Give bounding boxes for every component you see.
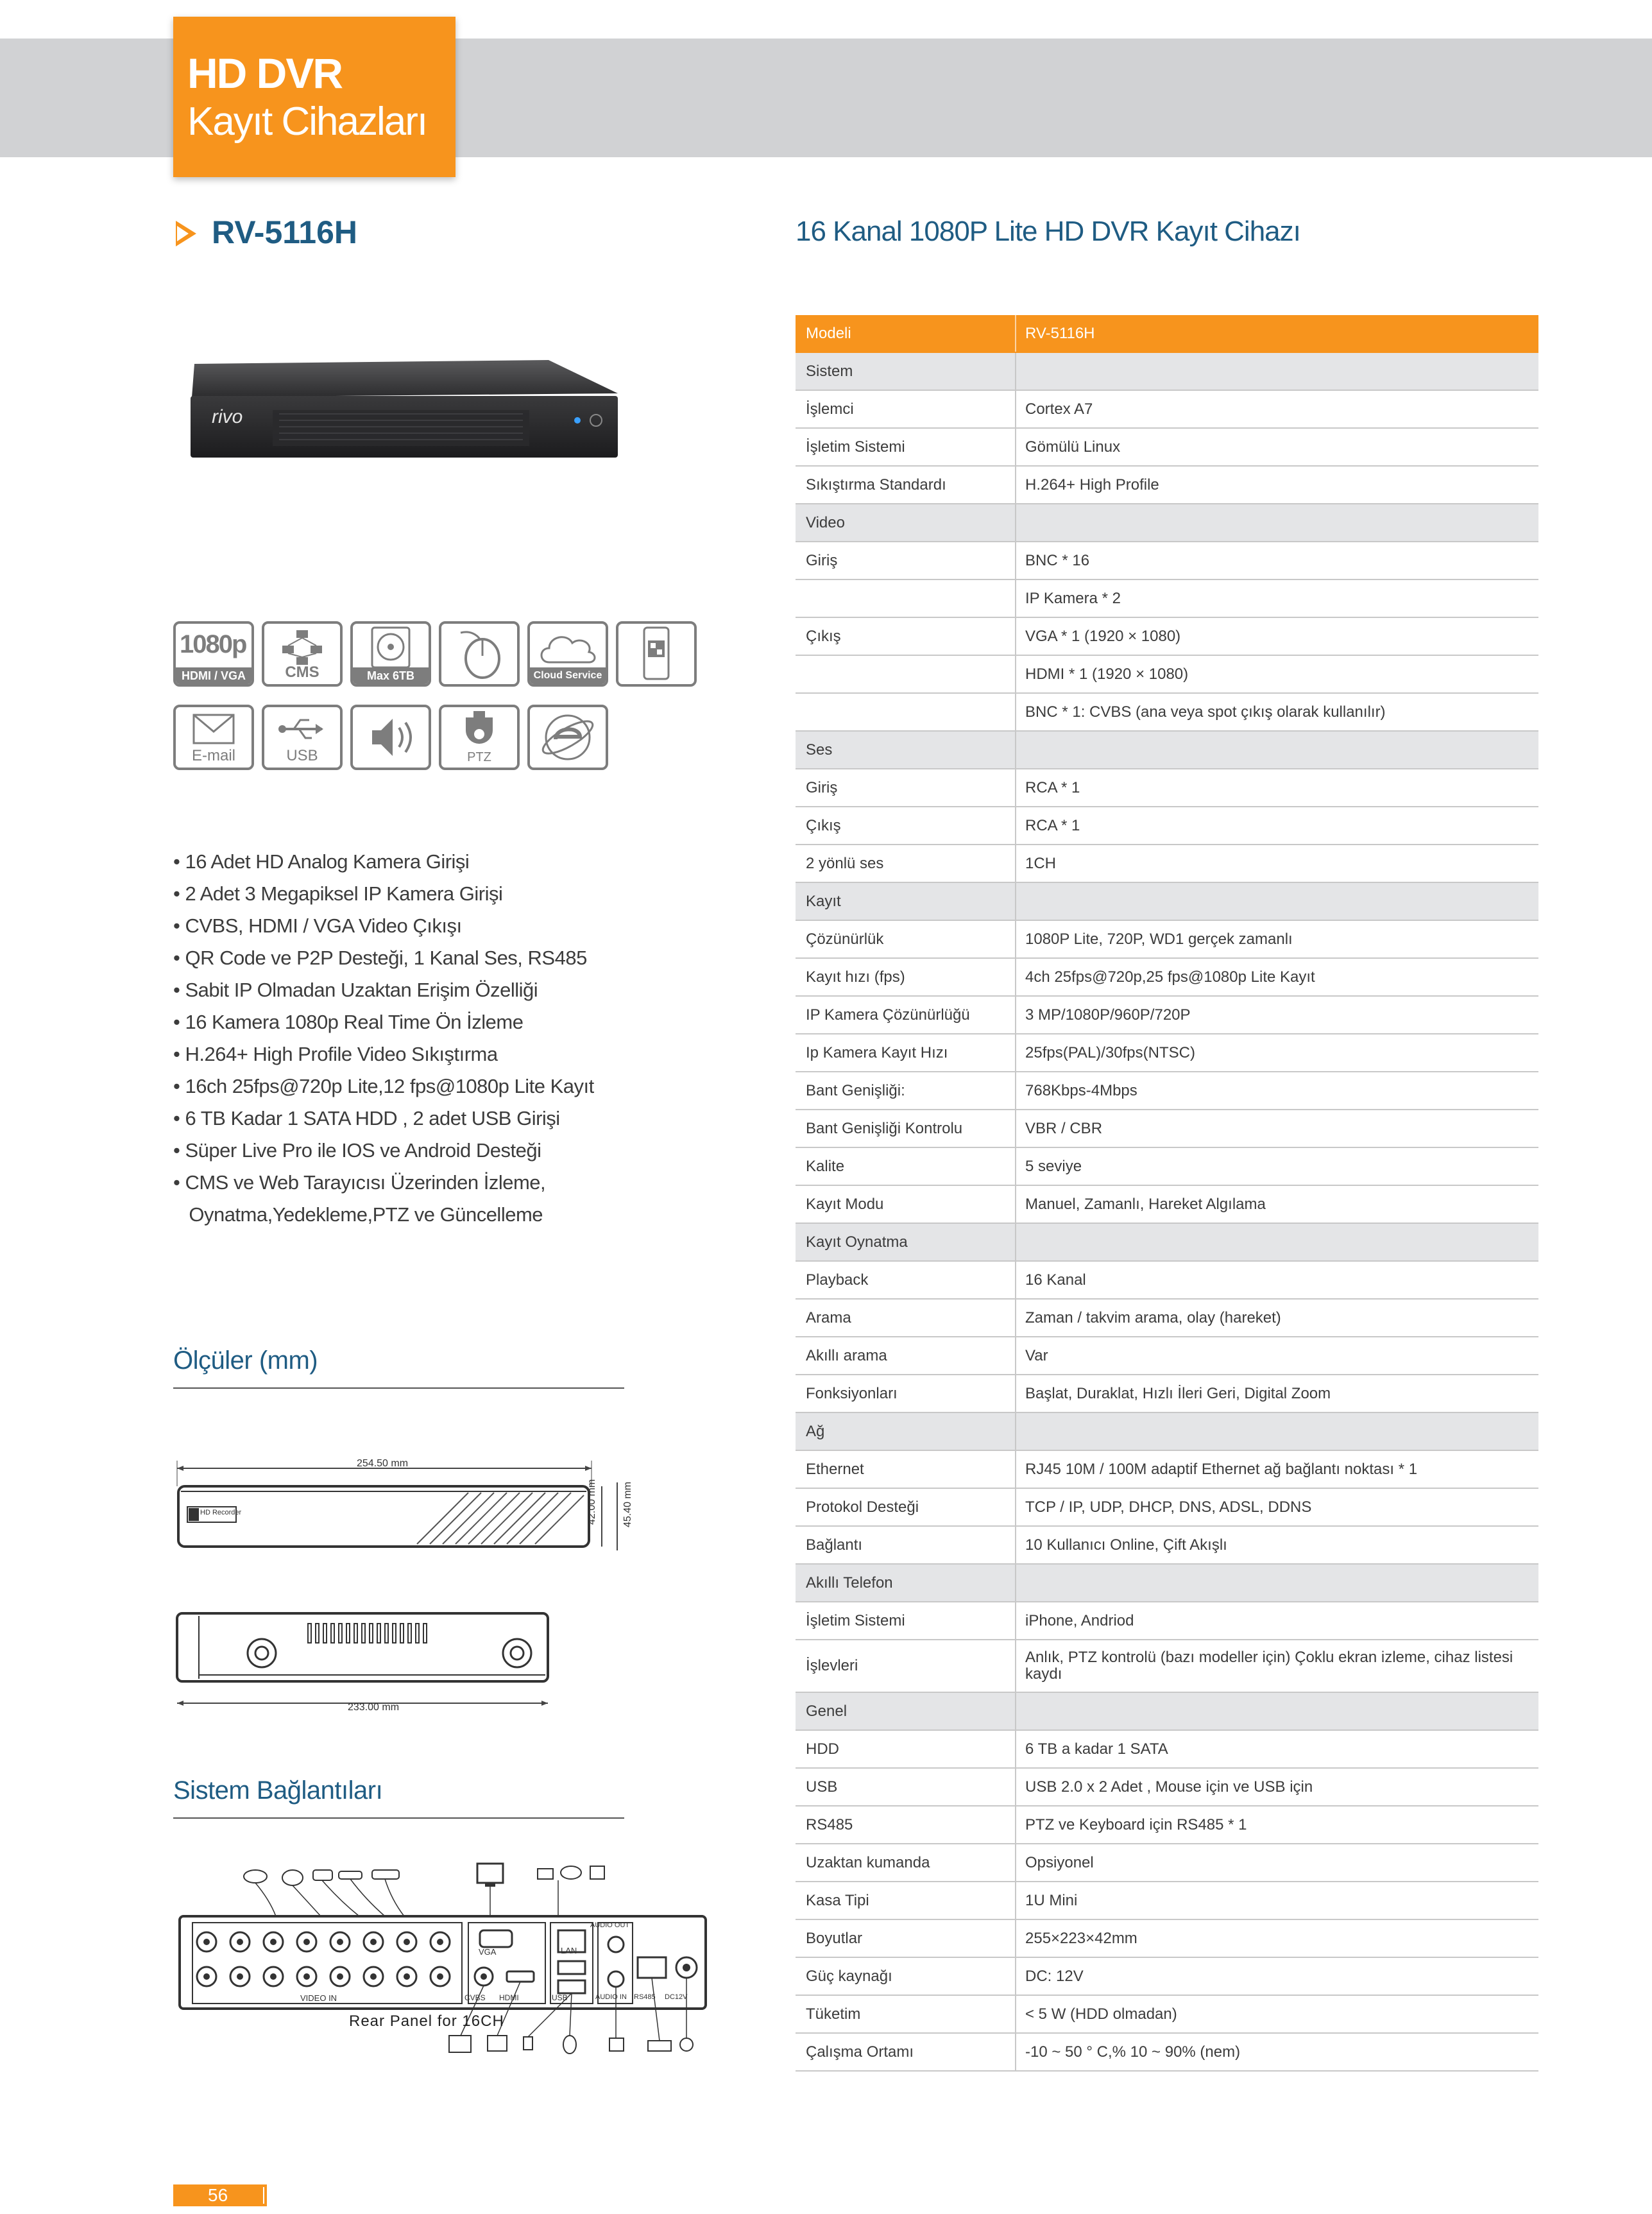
spec-row bbox=[796, 467, 1538, 504]
spec-key: Bant Genişliği Kontrolu bbox=[806, 1120, 963, 1137]
dimension-height-label: 42.00 mm bbox=[586, 1479, 597, 1525]
spec-divider bbox=[1015, 694, 1016, 730]
spec-row bbox=[796, 1920, 1538, 1958]
spec-key: Bağlantı bbox=[806, 1536, 863, 1554]
spec-value: PTZ ve Keyboard için RS485 * 1 bbox=[1025, 1816, 1247, 1833]
mouse-icon bbox=[439, 621, 520, 687]
spec-divider bbox=[1015, 1640, 1016, 1692]
spec-key: Çıkış bbox=[806, 817, 841, 834]
spec-row bbox=[796, 1300, 1538, 1337]
spec-divider bbox=[1015, 1186, 1016, 1223]
label-audio-in: AUDIO IN bbox=[595, 1993, 627, 2001]
spec-key: Çözünürlük bbox=[806, 931, 884, 948]
spec-value: 3 MP/1080P/960P/720P bbox=[1025, 1006, 1191, 1024]
spec-divider bbox=[1015, 429, 1016, 465]
spec-key: HDD bbox=[806, 1740, 839, 1758]
spec-value: 5 seviye bbox=[1025, 1158, 1082, 1175]
spec-divider bbox=[1015, 1072, 1016, 1109]
spec-category-row bbox=[796, 883, 1538, 921]
icon-text: 1080p bbox=[180, 630, 246, 658]
spec-key: İşletim Sistemi bbox=[806, 438, 905, 456]
spec-row bbox=[796, 1769, 1538, 1806]
spec-value: 10 Kullanıcı Online, Çift Akışlı bbox=[1025, 1536, 1227, 1554]
spec-row bbox=[796, 1882, 1538, 1920]
spec-value: 16 Kanal bbox=[1025, 1271, 1086, 1289]
spec-key: Ağ bbox=[806, 1423, 825, 1440]
spec-divider bbox=[1015, 1489, 1016, 1525]
spec-key: Genel bbox=[806, 1703, 847, 1720]
feature-item: • CVBS, HDMI / VGA Video Çıkışı bbox=[173, 914, 462, 937]
cloud-icon bbox=[527, 621, 608, 687]
spec-key: RS485 bbox=[806, 1816, 853, 1833]
model-name: RV-5116H bbox=[212, 214, 358, 250]
dimensions-rule bbox=[173, 1387, 624, 1389]
spec-key: Kalite bbox=[806, 1158, 845, 1175]
spec-value: 768Kbps-4Mbps bbox=[1025, 1082, 1137, 1099]
spec-value: 1080P Lite, 720P, WD1 gerçek zamanlı bbox=[1025, 931, 1293, 948]
1080p-icon bbox=[173, 621, 254, 687]
spec-value: TCP / IP, UDP, DHCP, DNS, ADSL, DDNS bbox=[1025, 1498, 1312, 1516]
spec-divider bbox=[1015, 1034, 1016, 1071]
spec-category-row bbox=[796, 1413, 1538, 1451]
spec-divider bbox=[1015, 1769, 1016, 1805]
dimension-height-total-label: 45.40 mm bbox=[622, 1481, 633, 1527]
spec-category-row bbox=[796, 353, 1538, 391]
spec-key: Kayıt Oynatma bbox=[806, 1233, 908, 1251]
feature-item: • 16 Adet HD Analog Kamera Girişi bbox=[173, 850, 470, 873]
spec-divider bbox=[1015, 1882, 1016, 1919]
usb-icon bbox=[262, 705, 343, 770]
spec-value: BNC * 16 bbox=[1025, 552, 1090, 569]
spec-divider bbox=[1015, 1413, 1016, 1450]
feature-icons bbox=[173, 621, 706, 770]
spec-key: Kayıt hızı (fps) bbox=[806, 968, 905, 986]
icon-label: Max 6TB bbox=[353, 667, 429, 684]
spec-row bbox=[796, 921, 1538, 959]
ie-icon bbox=[527, 705, 608, 770]
icon-label: HDMI / VGA bbox=[176, 667, 251, 684]
label-video-in: VIDEO IN bbox=[300, 1993, 337, 2003]
spec-divider bbox=[1015, 1148, 1016, 1185]
spec-value: 25fps(PAL)/30fps(NTSC) bbox=[1025, 1044, 1195, 1061]
email-icon bbox=[173, 705, 254, 770]
spec-value: 6 TB a kadar 1 SATA bbox=[1025, 1740, 1168, 1758]
spec-row bbox=[796, 656, 1538, 694]
spec-key: Akıllı arama bbox=[806, 1347, 887, 1364]
feature-item: • 16ch 25fps@720p Lite,12 fps@1080p Lite Kayıt bbox=[173, 1075, 594, 1097]
rear-panel-diagram bbox=[173, 1855, 712, 2066]
icon-label: PTZ bbox=[467, 750, 491, 764]
spec-divider bbox=[1015, 883, 1016, 920]
qr-phone-icon bbox=[616, 621, 697, 687]
spec-row bbox=[796, 1337, 1538, 1375]
spec-divider bbox=[1015, 656, 1016, 692]
spec-key: Çalışma Ortamı bbox=[806, 2043, 914, 2061]
spec-value: RCA * 1 bbox=[1025, 817, 1080, 834]
spec-key: Video bbox=[806, 514, 845, 531]
spec-key: Kayıt bbox=[806, 893, 841, 910]
connections-heading: Sistem Bağlantıları bbox=[173, 1776, 383, 1805]
spec-value: Cortex A7 bbox=[1025, 400, 1093, 418]
spec-key: İşletim Sistemi bbox=[806, 1612, 905, 1629]
spec-key: Tüketim bbox=[806, 2005, 861, 2023]
spec-divider bbox=[1015, 807, 1016, 844]
dimension-depth-label: 233.00 mm bbox=[348, 1702, 400, 1713]
connections-rule bbox=[173, 1817, 624, 1819]
spec-row bbox=[796, 807, 1538, 845]
spec-divider bbox=[1015, 769, 1016, 806]
rear-panel-caption: Rear Panel for 16CH bbox=[349, 2012, 504, 2030]
label-usb: USB bbox=[552, 1993, 568, 2002]
product-title: 16 Kanal 1080P Lite HD DVR Kayıt Cihazı bbox=[796, 216, 1300, 247]
spec-divider bbox=[1015, 504, 1016, 541]
feature-list bbox=[173, 846, 594, 1231]
spec-row bbox=[796, 391, 1538, 429]
label-dc12v: DC12V bbox=[665, 1993, 688, 2001]
spec-row bbox=[796, 694, 1538, 732]
spec-key: İşlevleri bbox=[806, 1657, 858, 1674]
feature-item: • Süper Live Pro ile IOS ve Android Desteği bbox=[173, 1139, 541, 1162]
spec-key: Ethernet bbox=[806, 1461, 864, 1478]
spec-key: Akıllı Telefon bbox=[806, 1574, 893, 1592]
spec-key: Çıkış bbox=[806, 628, 841, 645]
spec-key: IP Kamera Çözünürlüğü bbox=[806, 1006, 970, 1024]
spec-value: HDMI * 1 (1920 × 1080) bbox=[1025, 665, 1189, 683]
spec-row bbox=[796, 1262, 1538, 1300]
spec-row bbox=[796, 1602, 1538, 1640]
spec-divider bbox=[1015, 2034, 1016, 2070]
spec-value: H.264+ High Profile bbox=[1025, 476, 1159, 493]
dimensions-heading: Ölçüler (mm) bbox=[173, 1346, 318, 1375]
spec-divider bbox=[1015, 732, 1016, 768]
spec-divider bbox=[1015, 542, 1016, 579]
spec-divider bbox=[1015, 1920, 1016, 1957]
spec-divider bbox=[1015, 1693, 1016, 1729]
spec-divider bbox=[1015, 1337, 1016, 1374]
spec-divider bbox=[1015, 1527, 1016, 1563]
spec-value: Başlat, Duraklat, Hızlı İleri Geri, Digital Zoom bbox=[1025, 1385, 1331, 1402]
spec-value: RV-5116H bbox=[1025, 325, 1095, 342]
spec-row bbox=[796, 315, 1538, 353]
spec-value: USB 2.0 x 2 Adet , Mouse için ve USB için bbox=[1025, 1778, 1313, 1796]
spec-value: DC: 12V bbox=[1025, 1968, 1084, 1985]
spec-divider bbox=[1015, 1602, 1016, 1639]
spec-key: Bant Genişliği: bbox=[806, 1082, 905, 1099]
ptz-icon bbox=[439, 705, 520, 770]
spec-row bbox=[796, 1034, 1538, 1072]
spec-row bbox=[796, 1110, 1538, 1148]
section-subtitle: Kayıt Cihazları bbox=[187, 99, 427, 144]
icon-label: USB bbox=[286, 747, 318, 764]
spec-row bbox=[796, 618, 1538, 656]
spec-row bbox=[796, 1186, 1538, 1224]
spec-row bbox=[796, 1806, 1538, 1844]
spec-value: IP Kamera * 2 bbox=[1025, 590, 1121, 607]
spec-value: VGA * 1 (1920 × 1080) bbox=[1025, 628, 1181, 645]
spec-value: Zaman / takvim arama, olay (hareket) bbox=[1025, 1309, 1281, 1326]
spec-row bbox=[796, 1731, 1538, 1769]
spec-key: Ip Kamera Kayıt Hızı bbox=[806, 1044, 948, 1061]
spec-divider bbox=[1015, 1996, 1016, 2032]
spec-row bbox=[796, 1148, 1538, 1186]
spec-key: Protokol Desteği bbox=[806, 1498, 919, 1516]
page-number: 56 bbox=[173, 2184, 267, 2206]
feature-item: • 16 Kamera 1080p Real Time Ön İzleme bbox=[173, 1011, 524, 1033]
feature-item: • Sabit IP Olmadan Uzaktan Erişim Özelliği bbox=[173, 979, 538, 1001]
spec-value: 1U Mini bbox=[1025, 1892, 1078, 1909]
spec-row bbox=[796, 1844, 1538, 1882]
icon-label: Cloud Service bbox=[530, 667, 606, 684]
spec-divider bbox=[1015, 997, 1016, 1033]
feature-item: • CMS ve Web Tarayıcısı Üzerinden İzleme, bbox=[173, 1171, 546, 1194]
spec-key: Kasa Tipi bbox=[806, 1892, 869, 1909]
spec-table bbox=[796, 315, 1538, 2072]
spec-key: İşlemci bbox=[806, 400, 854, 418]
spec-row bbox=[796, 580, 1538, 618]
spec-category-row bbox=[796, 1693, 1538, 1731]
label-rs485: RS485 bbox=[634, 1993, 656, 2001]
spec-category-row bbox=[796, 1565, 1538, 1602]
spec-divider bbox=[1015, 1731, 1016, 1767]
play-arrow-icon bbox=[176, 221, 196, 246]
spec-divider bbox=[1015, 921, 1016, 957]
label-vga: VGA bbox=[479, 1947, 497, 1957]
spec-divider bbox=[1015, 1451, 1016, 1488]
feature-item: Oynatma,Yedekleme,PTZ ve Güncelleme bbox=[173, 1203, 543, 1226]
spec-value: VBR / CBR bbox=[1025, 1120, 1103, 1137]
feature-item: • H.264+ High Profile Video Sıkıştırma bbox=[173, 1043, 498, 1065]
spec-value: 4ch 25fps@720p,25 fps@1080p Lite Kayıt bbox=[1025, 968, 1315, 986]
spec-key: Arama bbox=[806, 1309, 851, 1326]
spec-value: 255×223×42mm bbox=[1025, 1930, 1137, 1947]
device-brand: rivo bbox=[212, 406, 243, 427]
spec-category-row bbox=[796, 1224, 1538, 1262]
feature-item: • 6 TB Kadar 1 SATA HDD , 2 adet USB Girişi bbox=[173, 1107, 560, 1129]
spec-key: Playback bbox=[806, 1271, 869, 1289]
spec-divider bbox=[1015, 1844, 1016, 1881]
spec-row bbox=[796, 2034, 1538, 2072]
spec-row bbox=[796, 429, 1538, 467]
spec-divider bbox=[1015, 618, 1016, 655]
dimension-width-label: 254.50 mm bbox=[357, 1458, 409, 1469]
spec-value: Opsiyonel bbox=[1025, 1854, 1094, 1871]
spec-row bbox=[796, 1527, 1538, 1565]
spec-key: Sıkıştırma Standardı bbox=[806, 476, 946, 493]
spec-row bbox=[796, 1996, 1538, 2034]
icon-label: CMS bbox=[285, 664, 319, 681]
spec-key: Uzaktan kumanda bbox=[806, 1854, 930, 1871]
spec-row bbox=[796, 1640, 1538, 1693]
spec-row bbox=[796, 769, 1538, 807]
spec-key: Fonksiyonları bbox=[806, 1385, 898, 1402]
spec-category-row bbox=[796, 504, 1538, 542]
spec-divider bbox=[1015, 1375, 1016, 1412]
feature-item: • 2 Adet 3 Megapiksel IP Kamera Girişi bbox=[173, 882, 503, 905]
spec-value: < 5 W (HDD olmadan) bbox=[1025, 2005, 1177, 2023]
speaker-icon bbox=[350, 705, 431, 770]
spec-key: Giriş bbox=[806, 552, 838, 569]
cms-icon bbox=[262, 621, 343, 687]
spec-value: Anlık, PTZ kontrolü (bazı modeller için) Çoklu ekran izleme, cihaz listesi kaydı bbox=[1025, 1649, 1513, 1683]
hdd-icon bbox=[350, 621, 431, 687]
spec-row bbox=[796, 959, 1538, 997]
dvr-device-image bbox=[189, 356, 619, 462]
spec-divider bbox=[1015, 1958, 1016, 1995]
spec-divider bbox=[1015, 1300, 1016, 1336]
spec-divider bbox=[1015, 1806, 1016, 1843]
spec-row bbox=[796, 542, 1538, 580]
spec-key: Güç kaynağı bbox=[806, 1968, 892, 1985]
front-badge-label: HD Recorder bbox=[200, 1509, 242, 1516]
label-hdmi: HDMI bbox=[499, 1993, 519, 2002]
spec-value: Var bbox=[1025, 1347, 1048, 1364]
spec-key: Modeli bbox=[806, 325, 851, 342]
spec-row bbox=[796, 1451, 1538, 1489]
spec-divider bbox=[1015, 1224, 1016, 1260]
label-lan: LAN bbox=[561, 1946, 577, 1955]
spec-value: 1CH bbox=[1025, 855, 1057, 872]
section-title: HD DVR bbox=[187, 49, 343, 97]
section-title-box bbox=[173, 17, 456, 177]
spec-key: Kayıt Modu bbox=[806, 1196, 884, 1213]
spec-row bbox=[796, 845, 1538, 883]
label-cvbs: CVBS bbox=[464, 1993, 486, 2002]
spec-value: iPhone, Andriod bbox=[1025, 1612, 1134, 1629]
spec-value: Manuel, Zamanlı, Hareket Algılama bbox=[1025, 1196, 1266, 1213]
spec-key: 2 yönlü ses bbox=[806, 855, 884, 872]
icon-label: E-mail bbox=[191, 747, 235, 764]
spec-divider bbox=[1015, 315, 1016, 352]
spec-row bbox=[796, 1375, 1538, 1413]
spec-divider bbox=[1015, 580, 1016, 617]
spec-divider bbox=[1015, 1110, 1016, 1147]
spec-divider bbox=[1015, 391, 1016, 427]
spec-divider bbox=[1015, 845, 1016, 882]
spec-divider bbox=[1015, 959, 1016, 995]
spec-key: Boyutlar bbox=[806, 1930, 863, 1947]
spec-divider bbox=[1015, 1262, 1016, 1298]
spec-category-row bbox=[796, 732, 1538, 769]
spec-row bbox=[796, 997, 1538, 1034]
spec-row bbox=[796, 1489, 1538, 1527]
feature-item: • QR Code ve P2P Desteği, 1 Kanal Ses, RS485 bbox=[173, 947, 587, 969]
spec-value: BNC * 1: CVBS (ana veya spot çıkış olarak kullanılır) bbox=[1025, 703, 1386, 721]
spec-value: Gömülü Linux bbox=[1025, 438, 1121, 456]
label-audio-out: AUDIO OUT bbox=[590, 1921, 630, 1929]
spec-divider bbox=[1015, 467, 1016, 503]
spec-value: RJ45 10M / 100M adaptif Ethernet ağ bağlantı noktası * 1 bbox=[1025, 1461, 1418, 1478]
spec-value: RCA * 1 bbox=[1025, 779, 1080, 796]
spec-value: -10 ~ 50 ° C,% 10 ~ 90% (nem) bbox=[1025, 2043, 1241, 2061]
spec-row bbox=[796, 1072, 1538, 1110]
spec-key: USB bbox=[806, 1778, 838, 1796]
spec-key: Giriş bbox=[806, 779, 838, 796]
spec-divider bbox=[1015, 353, 1016, 390]
spec-divider bbox=[1015, 1565, 1016, 1601]
spec-key: Sistem bbox=[806, 363, 853, 380]
spec-key: Ses bbox=[806, 741, 833, 759]
spec-row bbox=[796, 1958, 1538, 1996]
